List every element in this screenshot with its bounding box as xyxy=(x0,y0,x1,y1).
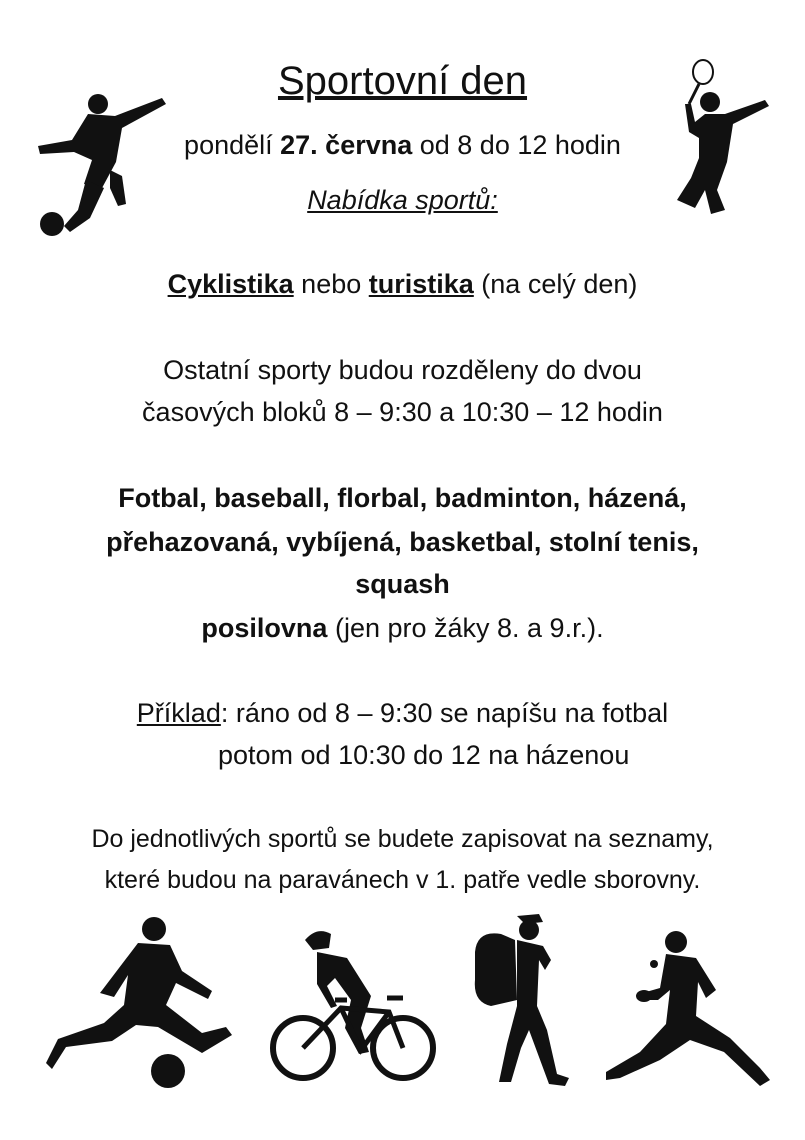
or-text: nebo xyxy=(293,269,369,299)
example-text-2: potom od 10:30 do 12 na házenou xyxy=(218,740,630,770)
footballer-dribbling-icon xyxy=(42,915,242,1095)
signup-line-1: Do jednotlivých sportů se budete zapisovat na seznamy, xyxy=(91,825,714,853)
sports-line-1: Fotbal, baseball, florbal, badminton, házená, xyxy=(118,483,687,513)
example-line-2 xyxy=(218,739,778,771)
event-date: 27. června xyxy=(280,130,413,160)
date-suffix: od 8 do 12 hodin xyxy=(412,130,621,160)
offer-heading-row xyxy=(0,184,805,216)
whole-day-note: (na celý den) xyxy=(473,269,638,299)
offer-heading: Nabídka sportů: xyxy=(307,185,498,215)
blocks-line-2: časových bloků 8 – 9:30 a 10:30 – 12 hodin xyxy=(142,397,663,427)
soccer-kicker-icon xyxy=(30,92,170,242)
hiker-with-backpack-icon xyxy=(465,910,595,1100)
blocks-line-1: Ostatní sporty budou rozděleny do dvou xyxy=(163,355,642,385)
signup-line-2: které budou na paravánech v 1. patře vedle sborovny. xyxy=(104,866,701,894)
date-prefix: pondělí xyxy=(184,130,281,160)
example-label: Příklad xyxy=(136,698,221,728)
date-line xyxy=(0,129,805,161)
cycling-label: Cyklistika xyxy=(167,269,294,299)
gym-note: (jen pro žáky 8. a 9.r.). xyxy=(327,613,604,643)
page-title: Sportovní den xyxy=(277,59,528,103)
example-line-1 xyxy=(0,697,805,729)
gym-line xyxy=(0,612,805,644)
table-tennis-player-icon xyxy=(600,928,780,1098)
cyclist-icon xyxy=(265,920,445,1100)
cycling-line xyxy=(0,268,805,300)
gym-label: posilovna xyxy=(201,613,328,643)
example-text-1: : ráno od 8 – 9:30 se napíšu na fotbal xyxy=(220,698,669,728)
sports-line-2: přehazovaná, vybíjená, basketbal, stolní tenis, xyxy=(106,527,699,557)
sports-line-3: squash xyxy=(355,569,450,599)
hiking-label: turistika xyxy=(368,269,474,299)
